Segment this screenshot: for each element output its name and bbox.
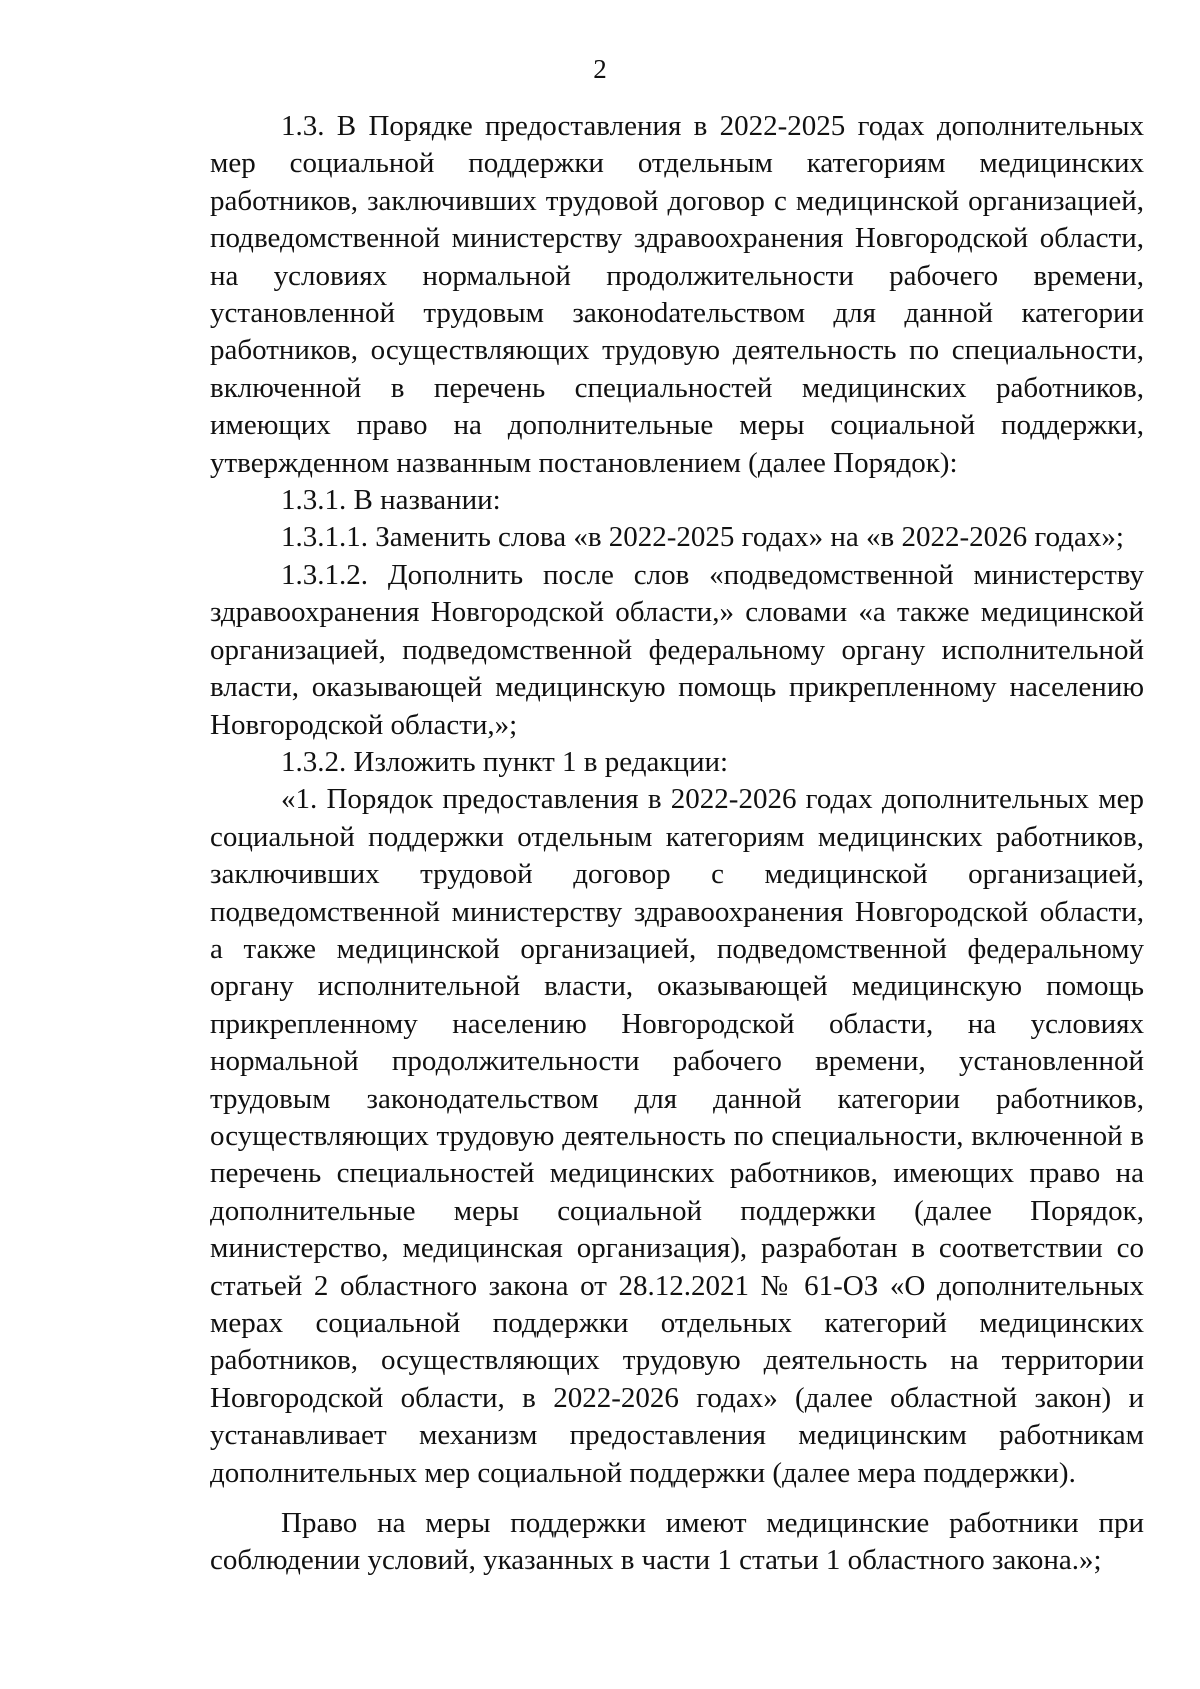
document-body — [210, 108, 1144, 1580]
paragraph-1-3: 1.3. В Порядке предоставления в 2022-2025 годах дополнительных мер социальной поддержки отдельным категориям медицинских работников, заключивших трудовой договор с медицинской организацией, подведомственной министерству здравоохранения Новгородской области, на условиях нормальной продолжительности рабочего времени, установленной трудовым законоdательством для данной категории работников, осуществляющих трудовую деятельность по специальности, включенной в перечень специальностей медицинских работников, имеющих право на дополнительные меры социальной поддержки, утвержденном названным постановлением (далее Порядок): — [210, 110, 1144, 479]
paragraph-quoted-item-1: «1. Порядок предоставления в 2022-2026 годах дополнительных мер социальной поддержки отдельным категориям медицинских работников, заключивших трудовой договор с медицинской организацией, подведомственной министерству здравоохранения Новгородской области, а также медицинской организацией, подведомственной федеральному органу исполнительной власти, оказывающей медицинскую помощь прикрепленному населению Новгородской области, на условиях нормальной продолжительности рабочего времени, установленной трудовым законодательством для данной категории работников, осуществляющих трудовую деятельность по специальности, включенной в перечень специальностей медицинских работников, имеющих право на дополнительные меры социальной поддержки (далее Порядок, министерство, медицинская организация), разработан в соответствии со статьей 2 областного закона от 28.12.2021 № 61-ОЗ «О дополнительных мерах социальной поддержки отдельных категорий медицинских работников, осуществляющих трудовую деятельность на территории Новгородской области, в 2022-2026 годах» (далее областной закон) и устанавливает механизм предоставления медицинским работникам дополнительных мер социальной поддержки (далее мера поддержки). — [210, 783, 1144, 1489]
paragraph-1-3-2: 1.3.2. Изложить пункт 1 в редакции: — [281, 745, 729, 778]
paragraph-1-3-1-2: 1.3.1.2. Дополнить после слов «подведомственной министерству здравоохранения Новгородской области,» словами «а также медицинской организацией, подведомственной федеральному органу исполнительной власти, оказывающей медицинскую помощь прикрепленному населению Новгородской области,»; — [210, 558, 1144, 741]
paragraph-1-3-1-1: 1.3.1.1. Заменить слова «в 2022-2025 годах» на «в 2022-2026 годах»; — [281, 521, 1124, 554]
page-number: 2 — [593, 54, 607, 84]
paragraph-1-3-1: 1.3.1. В названии: — [281, 484, 501, 517]
paragraph-right-to-support: Право на меры поддержки имеют медицинские работники при соблюдении условий, указанных в части 1 статьи 1 областного закона.»; — [210, 1507, 1144, 1577]
